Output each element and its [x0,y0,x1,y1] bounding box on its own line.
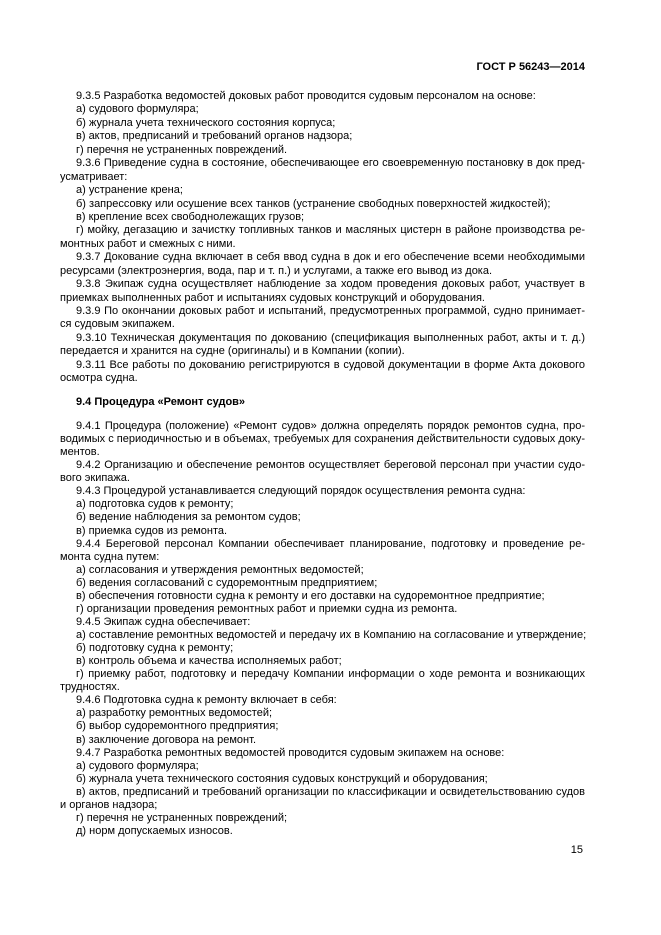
text-line: ресурсами (электроэнергия, вода, пар и т. п.) и услугами, а также его вывод из дока. [60,264,493,277]
section-9-4-body [60,420,585,838]
text-line: ментов. [60,446,100,459]
text-line: вого экипажа. [60,472,130,485]
text-line: 9.3.9 По окончании доковых работ и испытаний, предусмотренных программой, судно принимает- [76,305,585,317]
text-line: в) заключение договора на ремонт. [76,733,256,746]
paragraph [60,459,585,485]
text-line: трудностях. [60,681,120,694]
section-9-3-body [60,90,585,386]
text-line: г) приемку работ, подготовку и передачу Компании информации о ходе ремонта и возникающих [76,668,585,681]
paragraph [60,629,585,642]
text-line: в) обеспечения готовности судна к ремонту и его доставки на судоремонтное предприятие; [76,589,545,602]
paragraph [60,184,585,197]
paragraph [60,332,585,359]
text-line: в) крепление всех свободнолежащих грузов; [76,210,305,223]
text-line: 9.3.5 Разработка ведомостей доковых работ проводится судовым персоналом на основе: [76,90,536,102]
paragraph [60,305,585,332]
paragraph [60,359,585,386]
text-line: 9.4.1 Процедура (положение) «Ремонт судов» должна определять порядок ремонтов судна, про- [76,420,585,432]
standard-header: ГОСТ Р 56243—2014 [476,61,585,73]
paragraph [60,117,585,130]
text-line: г) организации проведения ремонтных работ и приемки судна из ремонта. [76,602,458,615]
paragraph [60,603,585,616]
paragraph [60,157,585,184]
text-line: приемках выполненных работ и испытаниях судовых конструкций и оборудования. [60,291,485,304]
text-line: осмотра судна. [60,372,138,385]
paragraph [60,812,585,825]
section-heading: 9.4 Процедура «Ремонт судов» [76,396,246,408]
paragraph [60,211,585,224]
paragraph [60,825,585,838]
paragraph [60,90,585,103]
text-line: 9.4.7 Разработка ремонтных ведомостей проводится судовым экипажем на основе: [76,746,505,759]
paragraph [60,694,585,707]
paragraph [60,224,585,251]
text-line: б) выбор судоремонтного предприятия; [76,720,279,733]
text-line: 9.4.2 Организацию и обеспечение ремонтов осуществляет береговой персонал при участии судо- [76,459,585,472]
page-number: 15 [570,844,583,856]
text-line: а) устранение крена; [76,184,183,197]
paragraph [60,144,585,157]
paragraph [60,616,585,629]
text-line: 9.4.4 Береговой персонал Компании обеспечивает планирование, подготовку и проведение ре- [76,537,585,550]
paragraph [60,786,585,812]
text-line: и органов надзора; [60,798,158,811]
paragraph [60,278,585,305]
paragraph [60,485,585,498]
text-line: 9.3.10 Техническая документация по докованию (спецификация выполненных работ, акты и т. д.) [76,331,585,344]
text-line: в) контроль объема и качества исполняемых работ; [76,655,342,668]
text-line: в) актов, предписаний и требований организации по классификации и освидетельствованию судов [76,785,585,798]
text-line: 9.4.6 Подготовка судна к ремонту включает в себя: [76,694,337,707]
text-line: б) подготовку судна к ремонту; [76,642,234,655]
text-line: а) составление ремонтных ведомостей и передачу их в Компанию на согласование и утверждение; [76,629,587,641]
text-line: а) судового формуляра; [76,103,199,116]
text-line: б) журнала учета технического состояния корпуса; [76,116,336,129]
text-line: монтных работ и смежных с ними. [60,237,236,250]
paragraph [60,511,585,524]
paragraph [60,564,585,577]
paragraph [60,420,585,459]
paragraph [60,130,585,143]
paragraph [60,577,585,590]
paragraph [60,720,585,733]
paragraph [60,525,585,538]
text-line: водимых с периодичностью и в объемах, требуемых для сохранения действительности судовых доку- [60,433,585,446]
text-line: монта судна путем: [60,550,160,563]
text-line: а) согласования и утверждения ремонтных ведомостей; [76,563,364,576]
text-line: ся судовым экипажем. [60,318,175,331]
text-line: б) журнала учета технического состояния судовых конструкций и оборудования; [76,772,488,785]
paragraph [60,103,585,116]
text-line: д) норм допускаемых износов. [76,824,233,837]
paragraph [60,668,585,694]
text-line: в) актов, предписаний и требований органов надзора; [76,130,353,143]
paragraph [60,198,585,211]
text-line: а) разработку ремонтных ведомостей; [76,707,273,720]
text-line: б) запрессовку или осушение всех танков (устранение свободных поверхностей жидкостей); [76,197,551,210]
paragraph [60,498,585,511]
text-line: а) судового формуляра; [76,759,199,772]
text-line: б) ведение наблюдения за ремонтом судов; [76,511,301,524]
paragraph [60,251,585,278]
text-line: 9.3.11 Все работы по докованию регистрируются в судовой документации в форме Акта докового [76,358,585,371]
text-line: г) перечня не устраненных повреждений. [76,143,288,156]
paragraph [60,747,585,760]
text-line: г) мойку, дегазацию и зачистку топливных танков и масляных цистерн в районе производства ре- [76,224,585,237]
text-line: передается и хранится на судне (оригиналы) и в Компании (копии). [60,345,405,358]
paragraph [60,760,585,773]
text-line: 9.3.7 Докование судна включает в себя ввод судна в док и его обеспечение всеми необходимыми [76,251,585,264]
paragraph [60,655,585,668]
text-line: 9.3.6 Приведение судна в состояние, обеспечивающее его своевременную постановку в док пред- [76,157,585,170]
paragraph [60,590,585,603]
text-line: 9.3.8 Экипаж судна осуществляет наблюдение за ходом проведения доковых работ, участвует в [76,278,585,291]
text-line: г) перечня не устраненных повреждений; [76,811,288,824]
text-line: 9.4.3 Процедурой устанавливается следующий порядок осуществления ремонта судна: [76,485,526,498]
text-line: в) приемка судов из ремонта. [76,524,228,537]
text-line: 9.4.5 Экипаж судна обеспечивает: [76,615,251,628]
paragraph [60,707,585,720]
paragraph [60,538,585,564]
paragraph [60,734,585,747]
text-line: а) подготовка судов к ремонту; [76,498,234,511]
text-line: б) ведения согласований с судоремонтным предприятием; [76,576,378,589]
paragraph [60,642,585,655]
text-line: усматривает: [60,170,128,183]
paragraph [60,773,585,786]
